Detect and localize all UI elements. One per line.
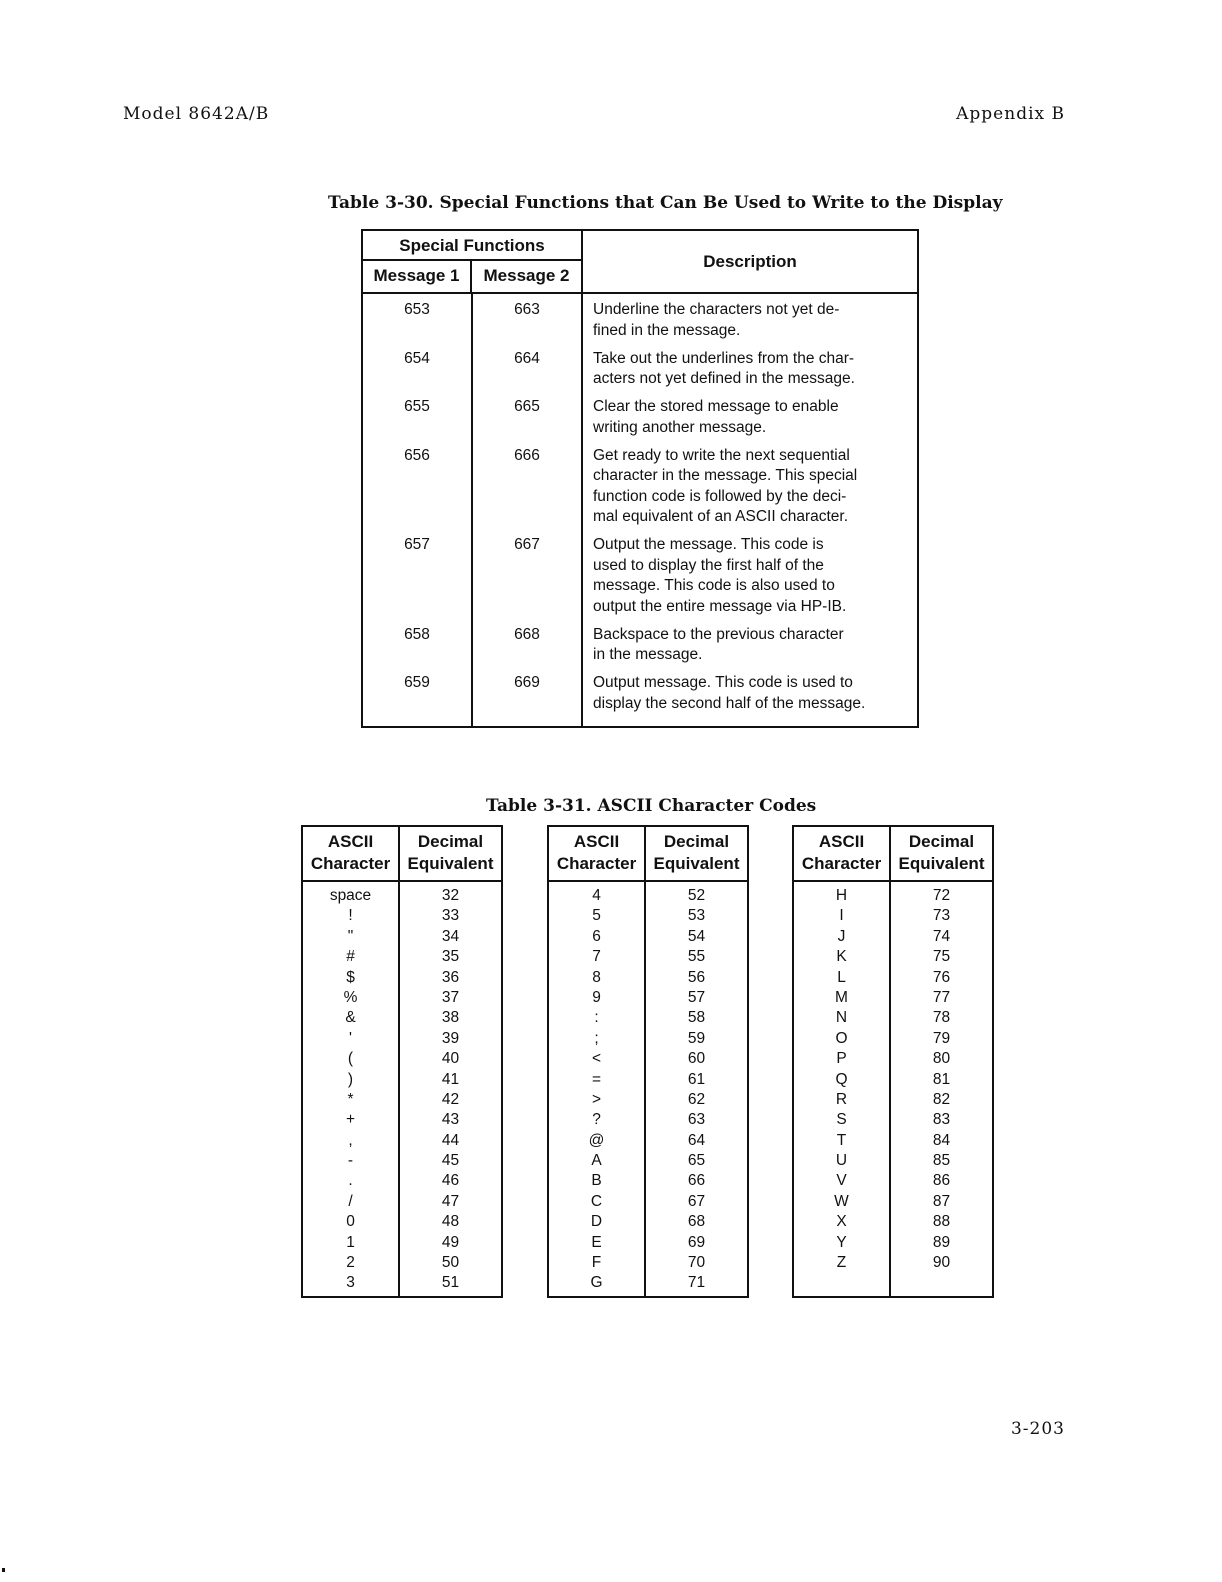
description-header: Description: [703, 251, 797, 271]
message-2-code: 669: [514, 674, 540, 691]
decimal-value: 80: [932, 1050, 951, 1068]
ascii-character: 9: [592, 988, 601, 1006]
ascii-character-header: ASCII Character: [549, 827, 646, 880]
ascii-character: M: [835, 988, 848, 1006]
message-1-column: [363, 294, 473, 726]
function-description: Clear the stored message to enable writing another message.: [593, 398, 839, 436]
decimal-value: 88: [932, 1213, 951, 1231]
ascii-character: 0: [346, 1213, 355, 1231]
decimal-value: 55: [687, 948, 706, 966]
ascii-character: 4: [592, 887, 601, 904]
message-1-code: 653: [404, 301, 430, 318]
description-column: [583, 294, 917, 726]
ascii-character: P: [836, 1050, 847, 1068]
table-3-31-caption: Table 3-31. ASCII Character Codes: [486, 796, 817, 816]
ascii-character: N: [835, 1009, 848, 1027]
decimal-value: 33: [441, 907, 460, 925]
message-2-code: 666: [514, 446, 540, 464]
message-2-code: 664: [514, 349, 540, 367]
ascii-character: 5: [592, 907, 601, 925]
ascii-character: ,: [348, 1131, 353, 1149]
character-column: [549, 882, 646, 1296]
decimal-value: 41: [441, 1070, 460, 1088]
ascii-character: 6: [592, 927, 601, 945]
decimal-value: 57: [687, 988, 706, 1006]
message-1-code: 655: [404, 398, 430, 415]
ascii-character: <: [591, 1050, 602, 1068]
ascii-character: ?: [592, 1111, 601, 1129]
ascii-character: E: [591, 1233, 602, 1251]
message-1-code: 657: [404, 536, 430, 553]
decimal-value: 37: [441, 988, 460, 1006]
decimal-value: 76: [932, 968, 951, 986]
decimal-value: 84: [932, 1131, 951, 1149]
decimal-column: [646, 882, 747, 1296]
ascii-character-header: ASCII Character: [794, 827, 891, 880]
decimal-value: 70: [687, 1254, 706, 1272]
decimal-equivalent-header: Decimal Equivalent: [898, 832, 985, 873]
decimal-value: 68: [687, 1213, 706, 1231]
ascii-character: >: [591, 1090, 602, 1108]
ascii-table-block-3: [792, 825, 994, 1298]
ascii-character: 2: [346, 1254, 355, 1272]
ascii-character: ": [347, 927, 354, 945]
ascii-character: /: [348, 1192, 353, 1210]
decimal-value: 66: [687, 1172, 706, 1190]
ascii-character: *: [347, 1090, 354, 1108]
message-1-code: 658: [404, 625, 430, 643]
ascii-character: -: [347, 1152, 354, 1170]
special-functions-table: [361, 229, 919, 728]
ascii-character: L: [837, 968, 846, 986]
decimal-value: 61: [687, 1070, 706, 1088]
decimal-value: 62: [687, 1090, 706, 1108]
decimal-value: 83: [932, 1111, 951, 1129]
ascii-character: ;: [594, 1029, 599, 1047]
decimal-value: 87: [932, 1192, 951, 1210]
ascii-character: &: [345, 1009, 356, 1027]
running-header-appendix: Appendix B: [956, 104, 1065, 124]
ascii-character: T: [836, 1131, 847, 1149]
ascii-character: 8: [592, 968, 601, 986]
ascii-character: O: [835, 1029, 848, 1047]
ascii-character: ': [349, 1029, 352, 1047]
decimal-value: 60: [687, 1050, 706, 1068]
message-1-code: 659: [404, 674, 430, 691]
message-2-code: 665: [514, 398, 540, 415]
decimal-value: 52: [687, 887, 706, 904]
decimal-value: 36: [441, 968, 460, 986]
decimal-value: 86: [932, 1172, 951, 1190]
ascii-character: J: [837, 927, 846, 945]
ascii-character: :: [594, 1009, 599, 1027]
decimal-value: 48: [441, 1213, 460, 1231]
page-number: 3-203: [1010, 1419, 1065, 1439]
message-2-column: [473, 294, 583, 726]
decimal-value: 89: [932, 1233, 951, 1251]
ascii-character: K: [836, 948, 847, 966]
ascii-character: H: [835, 887, 848, 904]
ascii-character: +: [345, 1111, 356, 1129]
decimal-value: 85: [932, 1152, 951, 1170]
ascii-character: 7: [592, 948, 601, 966]
scan-speck: [2, 1568, 5, 1572]
message-2-code: 667: [514, 536, 540, 553]
decimal-value: 64: [687, 1131, 706, 1149]
decimal-value: 51: [441, 1274, 460, 1292]
decimal-value: 90: [932, 1254, 951, 1272]
ascii-table-block-1: [301, 825, 503, 1298]
function-description: Underline the characters not yet de- fined in the message.: [593, 301, 840, 339]
decimal-value: 82: [932, 1090, 951, 1108]
decimal-value: 75: [932, 948, 951, 966]
ascii-character: D: [590, 1213, 603, 1231]
ascii-character: .: [348, 1172, 353, 1190]
ascii-character: space: [329, 887, 372, 904]
character-column: [794, 882, 891, 1296]
running-header-model: Model 8642A/B: [123, 104, 270, 124]
decimal-equivalent-header: Decimal Equivalent: [407, 832, 494, 873]
ascii-character: #: [346, 948, 355, 966]
ascii-character: F: [591, 1254, 602, 1272]
decimal-value: 53: [687, 907, 706, 925]
ascii-character: Y: [836, 1233, 847, 1251]
decimal-value: 73: [932, 907, 951, 925]
decimal-value: 72: [932, 887, 951, 904]
table-3-30-caption: Table 3-30. Special Functions that Can Be Used to Write to the Display: [328, 193, 1003, 213]
decimal-equivalent-header: Decimal Equivalent: [653, 832, 740, 873]
decimal-value: 81: [932, 1070, 951, 1088]
ascii-character: V: [836, 1172, 847, 1190]
ascii-character: 1: [346, 1233, 355, 1251]
decimal-value: 38: [441, 1009, 460, 1027]
decimal-value: 49: [441, 1233, 460, 1251]
decimal-value: 63: [687, 1111, 706, 1129]
decimal-value: 65: [687, 1152, 706, 1170]
ascii-character: !: [348, 907, 353, 925]
ascii-character: S: [836, 1111, 847, 1129]
message-1-code: 654: [404, 349, 430, 367]
decimal-value: 71: [687, 1274, 706, 1292]
ascii-character: 3: [346, 1274, 355, 1292]
decimal-value: 47: [441, 1192, 460, 1210]
ascii-character-header: ASCII Character: [303, 827, 400, 880]
decimal-value: 34: [441, 927, 460, 945]
message-2-code: 668: [514, 625, 540, 643]
ascii-character: X: [836, 1213, 847, 1231]
ascii-character: G: [590, 1274, 603, 1292]
function-description: Take out the underlines from the char- acters not yet defined in the message.: [593, 349, 855, 387]
decimal-value: 54: [687, 927, 706, 945]
decimal-value: 42: [441, 1090, 460, 1108]
function-description: Output message. This code is used to display the second half of the message.: [593, 674, 866, 712]
decimal-value: 59: [687, 1029, 706, 1047]
decimal-value: 43: [441, 1111, 460, 1129]
message-1-code: 656: [404, 446, 430, 464]
function-description: Backspace to the previous character in the message.: [593, 625, 844, 663]
message-2-header: Message 2: [483, 266, 570, 285]
ascii-character: W: [834, 1192, 849, 1210]
decimal-value: 35: [441, 948, 460, 966]
ascii-character: R: [835, 1090, 848, 1108]
ascii-table-block-2: [547, 825, 749, 1298]
decimal-value: 74: [932, 927, 951, 945]
message-1-header: Message 1: [363, 261, 472, 292]
decimal-column: [891, 882, 992, 1296]
decimal-value: 67: [687, 1192, 706, 1210]
decimal-value: 50: [441, 1254, 460, 1272]
special-functions-header: Special Functions: [363, 231, 581, 261]
ascii-character: Z: [836, 1254, 847, 1272]
ascii-character: @: [588, 1131, 605, 1149]
decimal-value: 78: [932, 1009, 951, 1027]
decimal-value: 44: [441, 1131, 460, 1149]
ascii-character: =: [591, 1070, 602, 1088]
table-header: [363, 231, 917, 294]
decimal-column: [400, 882, 501, 1296]
decimal-value: 56: [687, 968, 706, 986]
function-description: Output the message. This code is used to display the first half of the message. This code is also used to output the entire message via HP-IB.: [593, 536, 847, 615]
ascii-character: %: [343, 988, 358, 1006]
decimal-value: 69: [687, 1233, 706, 1251]
ascii-character: $: [346, 968, 355, 986]
character-column: [303, 882, 400, 1296]
ascii-character: ): [347, 1070, 354, 1088]
decimal-value: 39: [441, 1029, 460, 1047]
message-2-code: 663: [514, 301, 540, 318]
ascii-character: Q: [835, 1070, 848, 1088]
ascii-character: (: [347, 1050, 354, 1068]
decimal-value: 40: [441, 1050, 460, 1068]
table-body: [363, 294, 917, 726]
function-description: Get ready to write the next sequential character in the message. This special function code is followed by the deci- mal equivalent of an ASCII character.: [593, 446, 858, 525]
ascii-character: U: [835, 1152, 848, 1170]
decimal-value: 45: [441, 1152, 460, 1170]
decimal-value: 79: [932, 1029, 951, 1047]
special-functions-header-group: [363, 231, 583, 292]
decimal-value: 32: [441, 887, 460, 904]
decimal-value: 46: [441, 1172, 460, 1190]
decimal-value: 58: [687, 1009, 706, 1027]
ascii-character: I: [839, 907, 844, 925]
decimal-value: 77: [932, 988, 951, 1006]
ascii-character: B: [591, 1172, 602, 1190]
ascii-character: A: [591, 1152, 602, 1170]
ascii-character: C: [590, 1192, 603, 1210]
